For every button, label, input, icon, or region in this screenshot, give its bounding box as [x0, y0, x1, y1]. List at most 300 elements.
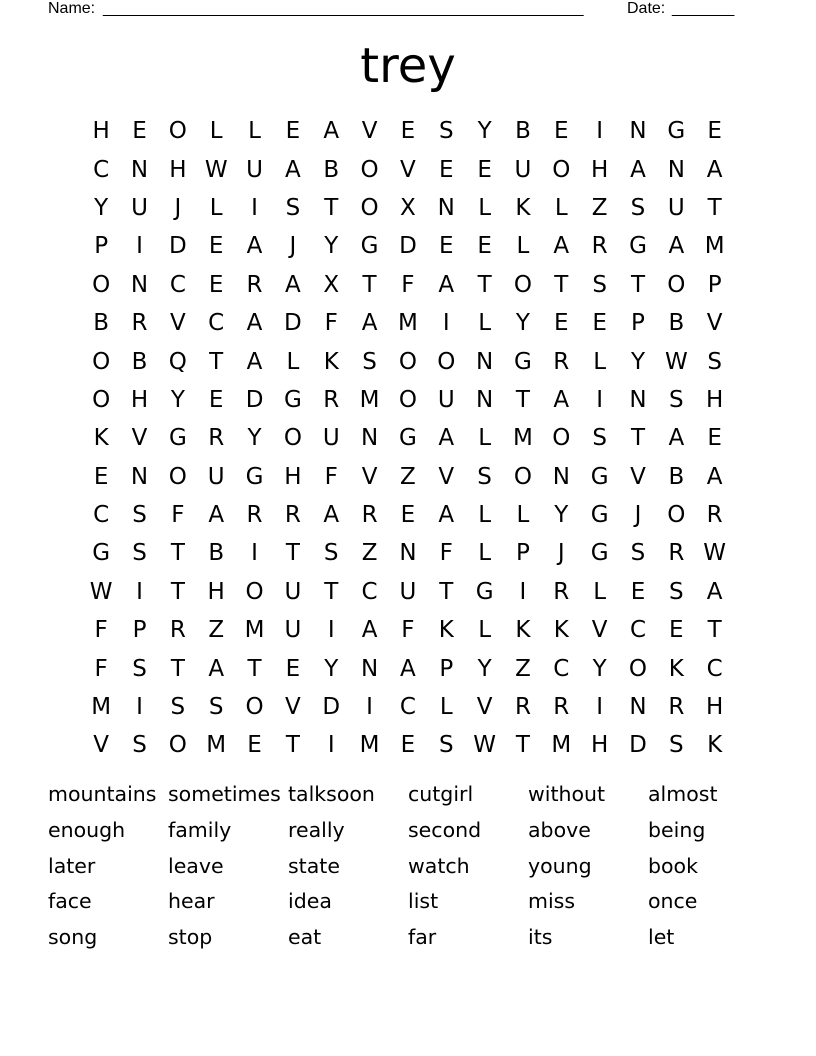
grid-letter: L [478, 425, 492, 452]
grid-letter: L [286, 348, 300, 375]
grid-letter: V [400, 156, 416, 183]
grid-letter: Y [477, 118, 492, 145]
puzzle-title: trey [360, 38, 456, 94]
grid-letter: G [475, 578, 494, 605]
grid-letter: Y [94, 194, 109, 221]
word-list-item: eat [288, 925, 322, 950]
grid-letter: M [704, 233, 725, 260]
grid-letter: E [477, 233, 492, 260]
grid-letter: Y [630, 348, 646, 375]
grid-letter: A [285, 271, 301, 298]
grid-letter: I [327, 617, 335, 644]
grid-letter: R [246, 502, 263, 529]
grid-letter: S [438, 732, 454, 759]
grid-letter: D [399, 233, 417, 260]
grid-letter: T [515, 732, 530, 759]
grid-letter: H [284, 463, 302, 490]
grid-letter: E [438, 233, 454, 260]
grid-letter: O [667, 502, 686, 529]
grid-letter: Y [324, 655, 339, 682]
grid-letter: K [323, 348, 339, 375]
grid-letter: R [553, 348, 570, 375]
grid-letter: L [516, 502, 530, 529]
grid-letter: N [629, 694, 647, 721]
grid-letter: S [132, 540, 147, 567]
grid-letter: A [668, 233, 685, 260]
grid-letter: R [553, 578, 570, 605]
grid-letter: L [593, 348, 607, 375]
grid-letter: I [596, 118, 604, 145]
grid-letter: R [361, 502, 378, 529]
grid-letter: J [289, 233, 297, 260]
grid-letter: A [706, 578, 723, 605]
grid-letter: C [629, 617, 647, 644]
grid-letter: E [630, 578, 646, 605]
grid-letter: V [131, 425, 148, 452]
grid-letter: Q [168, 348, 187, 375]
grid-letter: R [668, 694, 685, 721]
grid-letter: I [442, 310, 450, 337]
grid-letter: K [707, 732, 723, 759]
grid-letter: A [438, 425, 455, 452]
grid-letter: B [668, 463, 685, 490]
grid-letter: H [130, 386, 149, 413]
grid-letter: E [707, 118, 722, 145]
grid-letter: A [246, 348, 263, 375]
name-blank-line: ______________________________________________________ [103, 0, 584, 17]
grid-letter: O [245, 694, 264, 721]
grid-letter: F [324, 463, 338, 490]
grid-letter: I [596, 386, 604, 413]
grid-letter: Y [170, 386, 185, 413]
grid-letter: H [706, 694, 724, 721]
grid-letter: K [668, 655, 684, 682]
grid-letter: T [554, 271, 569, 298]
grid-row [82, 688, 734, 726]
grid-letter: H [590, 156, 609, 183]
grid-letter: E [247, 732, 262, 759]
grid-letter: P [132, 617, 147, 644]
grid-letter: M [551, 732, 572, 759]
grid-letter: C [399, 694, 416, 721]
grid-letter: N [130, 463, 149, 490]
grid-letter: S [592, 425, 607, 452]
grid-letter: S [323, 540, 339, 567]
grid-letter: U [437, 386, 455, 413]
date-blank-line: _______ [672, 0, 735, 17]
grid-row [82, 342, 734, 380]
grid-letter: W [473, 732, 496, 759]
word-list-item: far [408, 925, 437, 950]
word-list-item: stop [168, 925, 213, 950]
grid-letter: D [629, 732, 647, 759]
grid-letter: I [327, 732, 335, 759]
grid-letter: C [553, 655, 570, 682]
grid-letter: U [284, 578, 302, 605]
grid-letter: A [438, 271, 455, 298]
grid-letter: D [322, 694, 341, 721]
grid-letter: E [554, 118, 569, 145]
grid-letter: F [94, 617, 108, 644]
grid-letter: I [366, 694, 373, 721]
grid-letter: L [209, 118, 223, 145]
grid-letter: T [170, 540, 185, 567]
word-list-item: miss [528, 889, 576, 914]
grid-letter: U [667, 194, 685, 221]
grid-letter: E [208, 271, 224, 298]
grid-letter: U [246, 156, 263, 183]
grid-letter: N [667, 156, 685, 183]
grid-letter: S [669, 732, 684, 759]
grid-letter: A [285, 156, 301, 183]
grid-letter: E [707, 425, 722, 452]
worksheet-header [48, 0, 748, 20]
grid-letter: C [208, 310, 225, 337]
word-list-item: its [528, 925, 553, 950]
grid-letter: Z [400, 463, 416, 490]
grid-letter: N [130, 156, 149, 183]
grid-letter: E [208, 233, 224, 260]
grid-row [82, 726, 734, 764]
grid-letter: T [247, 655, 262, 682]
grid-letter: N [629, 118, 647, 145]
grid-letter: D [169, 233, 187, 260]
grid-letter: O [360, 194, 379, 221]
grid-letter: S [592, 271, 607, 298]
grid-letter: R [169, 617, 186, 644]
grid-letter: S [630, 194, 646, 221]
grid-letter: G [245, 463, 264, 490]
grid-letter: L [248, 118, 261, 145]
grid-letter: T [439, 578, 454, 605]
grid-row [82, 611, 734, 649]
grid-letter: P [631, 310, 645, 337]
grid-letter: O [552, 156, 571, 183]
grid-letter: S [669, 578, 684, 605]
grid-row [82, 381, 734, 419]
grid-row [82, 419, 734, 457]
grid-letter: L [478, 617, 492, 644]
grid-letter: F [401, 617, 415, 644]
word-list-item: cutgirl [408, 782, 474, 806]
grid-letter: Z [515, 655, 531, 682]
grid-letter: L [478, 194, 492, 221]
grid-letter: L [516, 233, 530, 260]
grid-letter: T [362, 271, 377, 298]
grid-letter: O [92, 271, 111, 298]
grid-letter: J [174, 194, 182, 221]
grid-letter: Z [208, 617, 225, 644]
grid-letter: M [206, 732, 227, 759]
grid-letter: G [667, 118, 686, 145]
grid-letter: A [706, 156, 723, 183]
grid-letter: A [246, 310, 263, 337]
word-list-item: face [48, 889, 92, 914]
word-list-item: list [408, 889, 439, 914]
grid-letter: A [208, 502, 225, 529]
grid-row [82, 458, 734, 496]
grid-letter: Y [477, 655, 492, 682]
grid-letter: S [132, 655, 147, 682]
grid-letter: S [132, 732, 147, 759]
grid-letter: N [360, 655, 379, 682]
grid-letter: W [703, 540, 727, 567]
grid-letter: V [630, 463, 646, 490]
grid-letter: U [131, 194, 148, 221]
grid-letter: X [400, 194, 416, 221]
grid-letter: K [515, 617, 531, 644]
grid-letter: R [591, 233, 608, 260]
grid-letter: V [361, 463, 378, 490]
word-list-item: leave [168, 853, 224, 878]
grid-letter: A [553, 386, 570, 413]
grid-row [82, 227, 734, 265]
grid-letter: W [664, 348, 688, 375]
grid-letter: M [359, 732, 380, 759]
grid-letter: C [93, 502, 110, 529]
grid-letter: N [399, 540, 417, 567]
grid-letter: M [359, 386, 380, 413]
grid-row [82, 534, 734, 572]
grid-letter: E [400, 732, 416, 759]
grid-letter: H [207, 578, 225, 605]
letter-grid [82, 112, 734, 765]
grid-letter: D [245, 386, 264, 413]
grid-letter: O [168, 463, 187, 490]
grid-letter: R [553, 694, 570, 721]
grid-letter: O [437, 348, 456, 375]
grid-letter: H [706, 386, 724, 413]
grid-letter: G [590, 502, 609, 529]
word-list-item: almost [648, 782, 718, 806]
grid-letter: W [89, 578, 113, 605]
grid-letter: D [284, 310, 302, 337]
grid-letter: L [439, 694, 453, 721]
grid-letter: B [323, 156, 340, 183]
grid-row [82, 649, 734, 687]
grid-letter: P [516, 540, 530, 567]
grid-letter: V [706, 310, 723, 337]
grid-letter: J [557, 540, 565, 567]
grid-letter: O [628, 655, 648, 682]
grid-letter: Y [554, 502, 569, 529]
grid-letter: L [478, 540, 492, 567]
grid-letter: Y [247, 425, 262, 452]
grid-letter: Z [591, 194, 608, 221]
grid-letter: R [246, 271, 263, 298]
grid-letter: T [209, 348, 224, 375]
word-list-item: state [288, 853, 340, 878]
grid-letter: T [285, 732, 300, 759]
grid-letter: E [592, 310, 607, 337]
grid-letter: I [136, 233, 143, 260]
grid-letter: C [169, 271, 186, 298]
grid-letter: E [285, 118, 301, 145]
grid-letter: O [513, 271, 532, 298]
grid-letter: G [514, 348, 532, 375]
grid-letter: Y [515, 310, 530, 337]
grid-letter: N [437, 194, 455, 221]
grid-letter: L [209, 194, 223, 221]
grid-letter: T [630, 271, 646, 298]
grid-letter: I [136, 694, 143, 721]
grid-letter: I [251, 540, 258, 567]
grid-letter: E [208, 386, 224, 413]
grid-letter: T [477, 271, 492, 298]
grid-letter: E [132, 118, 147, 145]
grid-letter: K [438, 617, 454, 644]
grid-letter: G [92, 540, 111, 567]
grid-letter: O [92, 386, 111, 413]
grid-letter: G [629, 233, 647, 260]
grid-letter: O [398, 386, 417, 413]
grid-letter: C [706, 655, 723, 682]
grid-letter: A [361, 310, 378, 337]
grid-letter: G [399, 425, 417, 452]
grid-letter: E [285, 655, 301, 682]
grid-letter: M [91, 694, 112, 721]
grid-letter: O [283, 425, 302, 452]
grid-letter: L [554, 194, 568, 221]
grid-letter: I [596, 694, 604, 721]
grid-letter: P [94, 233, 109, 260]
grid-letter: B [208, 540, 225, 567]
grid-letter: G [168, 425, 187, 452]
grid-letter: O [513, 463, 532, 490]
word-list-item: talksoon [288, 782, 375, 806]
grid-letter: O [92, 348, 111, 375]
word-list-item: mountains [48, 782, 157, 806]
grid-letter: A [630, 156, 646, 183]
grid-letter: V [438, 463, 455, 490]
word-list-item: hear [168, 889, 215, 914]
grid-letter: K [515, 194, 531, 221]
grid-letter: E [400, 502, 416, 529]
grid-letter: G [360, 233, 379, 260]
grid-letter: Y [324, 233, 339, 260]
grid-letter: O [245, 578, 264, 605]
grid-letter: G [590, 540, 609, 567]
grid-letter: I [519, 578, 527, 605]
grid-letter: A [553, 233, 570, 260]
word-list-item: idea [288, 889, 332, 914]
grid-letter: E [438, 156, 454, 183]
grid-letter: C [361, 578, 378, 605]
grid-letter: S [362, 348, 377, 375]
grid-letter: A [438, 502, 455, 529]
grid-letter: O [667, 271, 686, 298]
grid-letter: E [554, 310, 569, 337]
word-list-item: let [648, 925, 675, 950]
grid-letter: M [244, 617, 265, 644]
grid-letter: P [439, 655, 454, 682]
word-list-item: book [648, 853, 698, 878]
grid-letter: R [208, 425, 225, 452]
grid-letter: U [207, 463, 225, 490]
grid-letter: B [93, 310, 110, 337]
grid-letter: E [669, 617, 684, 644]
grid-letter: S [438, 118, 454, 145]
grid-letter: P [707, 271, 722, 298]
grid-letter: A [668, 425, 685, 452]
grid-letter: T [170, 578, 185, 605]
grid-letter: O [168, 732, 187, 759]
grid-letter: T [324, 194, 339, 221]
grid-letter: A [400, 655, 416, 682]
grid-letter: E [477, 156, 492, 183]
grid-letter: V [285, 694, 301, 721]
grid-row [82, 150, 734, 188]
grid-letter: T [515, 386, 530, 413]
grid-letter: C [93, 156, 110, 183]
grid-letter: S [477, 463, 492, 490]
grid-letter: R [514, 694, 531, 721]
grid-letter: J [634, 502, 642, 529]
date-label: Date: [627, 0, 666, 17]
grid-letter: K [93, 425, 109, 452]
word-list-item: sometimes [168, 782, 281, 806]
grid-letter: V [169, 310, 186, 337]
grid-letter: F [94, 655, 108, 682]
grid-letter: R [668, 540, 685, 567]
word-list-item: watch [408, 853, 470, 878]
word-list-item: once [648, 889, 698, 914]
word-list-item: above [528, 817, 591, 842]
grid-letter: S [630, 540, 646, 567]
grid-letter: I [136, 578, 143, 605]
grid-letter: U [284, 617, 302, 644]
grid-row [82, 304, 734, 342]
grid-letter: G [590, 463, 609, 490]
grid-letter: S [208, 694, 224, 721]
grid-letter: B [515, 118, 531, 145]
grid-letter: E [93, 463, 109, 490]
grid-letter: H [590, 732, 609, 759]
grid-letter: A [706, 463, 723, 490]
grid-row [82, 266, 734, 304]
grid-letter: W [204, 156, 228, 183]
grid-letter: T [324, 578, 339, 605]
word-list-item: family [168, 817, 232, 842]
grid-letter: R [131, 310, 148, 337]
grid-letter: F [439, 540, 453, 567]
grid-letter: M [397, 310, 418, 337]
word-list-item: young [528, 853, 592, 878]
grid-letter: S [707, 348, 722, 375]
grid-letter: U [322, 425, 340, 452]
grid-letter: A [361, 617, 378, 644]
grid-letter: R [284, 502, 301, 529]
grid-letter: S [170, 694, 186, 721]
grid-letter: T [707, 194, 722, 221]
grid-row [82, 112, 734, 150]
grid-letter: F [171, 502, 185, 529]
grid-letter: H [169, 156, 187, 183]
grid-letter: Y [592, 655, 607, 682]
grid-letter: T [630, 425, 646, 452]
grid-letter: V [361, 118, 378, 145]
grid-letter: F [401, 271, 415, 298]
grid-letter: U [399, 578, 417, 605]
grid-letter: S [669, 386, 684, 413]
grid-letter: U [514, 156, 532, 183]
grid-letter: L [478, 502, 492, 529]
grid-letter: B [668, 310, 685, 337]
grid-letter: L [593, 578, 607, 605]
grid-letter: K [553, 617, 569, 644]
grid-letter: A [323, 502, 340, 529]
grid-row [82, 496, 734, 534]
